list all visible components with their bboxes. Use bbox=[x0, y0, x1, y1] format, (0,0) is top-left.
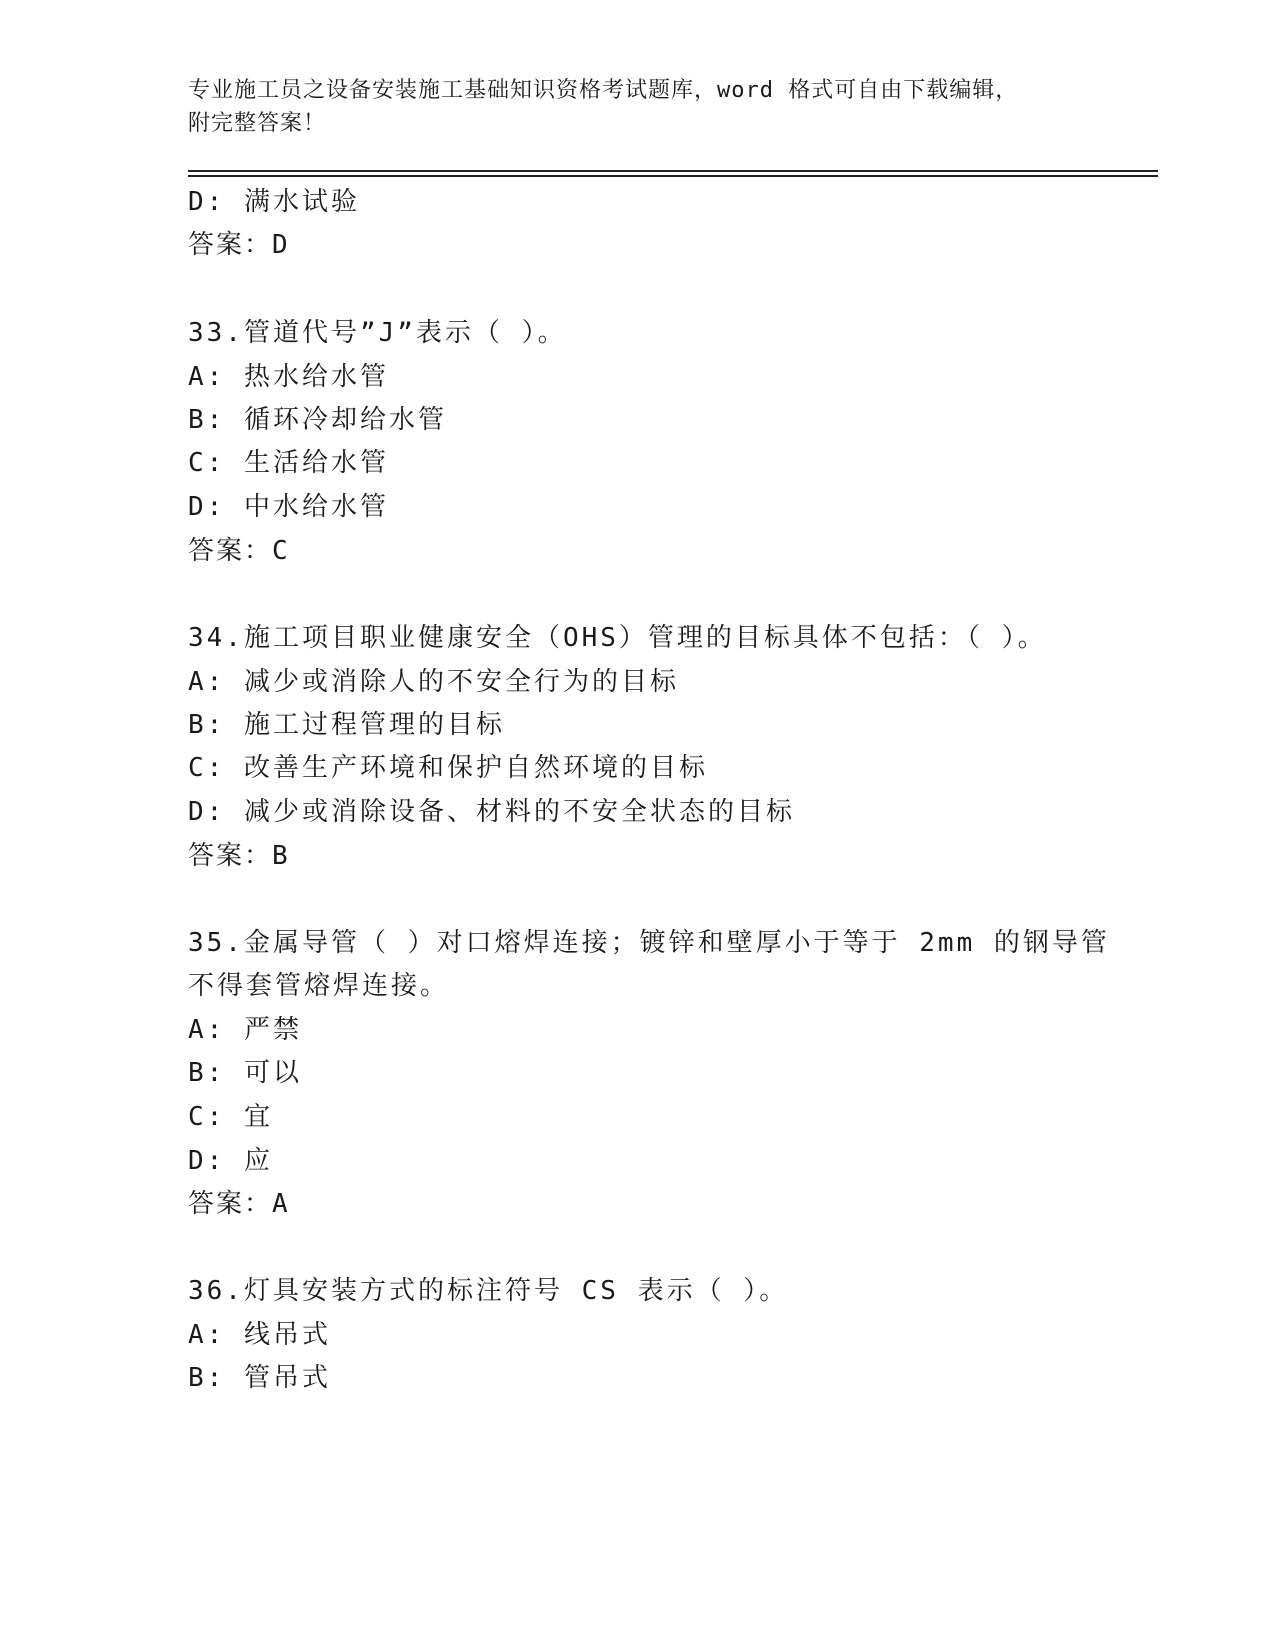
option-d: D: 中水给水管 bbox=[188, 492, 389, 522]
option-a: A: 严禁 bbox=[188, 1015, 302, 1045]
option-d: D: 满水试验 bbox=[188, 187, 360, 217]
answer-value: D bbox=[272, 230, 290, 260]
answer-label: 答案： bbox=[188, 1189, 273, 1219]
header-divider-top bbox=[188, 170, 1158, 172]
answer-label: 答案： bbox=[188, 230, 273, 260]
option-c: C: 改善生产环境和保护自然环境的目标 bbox=[188, 753, 708, 783]
question-stem-line-1: 35.金属导管（ ）对口熔焊连接；镀锌和壁厚小于等于 2mm 的钢导管 bbox=[188, 928, 1110, 958]
question-stem: 36.灯具安装方式的标注符号 CS 表示（ ）。 bbox=[188, 1276, 789, 1306]
option-b: B: 循环冷却给水管 bbox=[188, 405, 447, 435]
option-b: B: 施工过程管理的目标 bbox=[188, 710, 505, 740]
option-d: D: 应 bbox=[188, 1146, 273, 1176]
question-stem: 33.管道代号”J”表示（ ）。 bbox=[188, 318, 567, 348]
answer-line bbox=[188, 229, 290, 261]
option-c: C: 生活给水管 bbox=[188, 448, 389, 478]
option-a: A: 线吊式 bbox=[188, 1320, 331, 1350]
header-line-1: 专业施工员之设备安装施工基础知识资格考试题库，word 格式可自由下载编辑， bbox=[188, 78, 1019, 103]
answer-label: 答案： bbox=[188, 536, 273, 566]
option-d: D: 减少或消除设备、材料的不安全状态的目标 bbox=[188, 797, 795, 827]
question-stem: 34.施工项目职业健康安全（OHS）管理的目标具体不包括：（ ）。 bbox=[188, 623, 1047, 653]
option-b: B: 管吊式 bbox=[188, 1363, 331, 1393]
answer-line bbox=[188, 840, 290, 872]
header-divider-bottom bbox=[188, 175, 1158, 177]
answer-line bbox=[188, 535, 290, 567]
option-b: B: 可以 bbox=[188, 1058, 302, 1088]
answer-value: A bbox=[272, 1189, 290, 1219]
question-stem-line-2: 不得套管熔焊连接。 bbox=[188, 971, 450, 1001]
answer-value: B bbox=[272, 841, 290, 871]
option-a: A: 热水给水管 bbox=[188, 362, 389, 392]
option-c: C: 宜 bbox=[188, 1102, 273, 1132]
answer-line bbox=[188, 1188, 290, 1220]
option-a: A: 减少或消除人的不安全行为的目标 bbox=[188, 667, 679, 697]
header-line-2: 附完整答案！ bbox=[188, 111, 327, 136]
answer-label: 答案： bbox=[188, 841, 273, 871]
document-header bbox=[188, 74, 1068, 140]
answer-value: C bbox=[272, 536, 290, 566]
